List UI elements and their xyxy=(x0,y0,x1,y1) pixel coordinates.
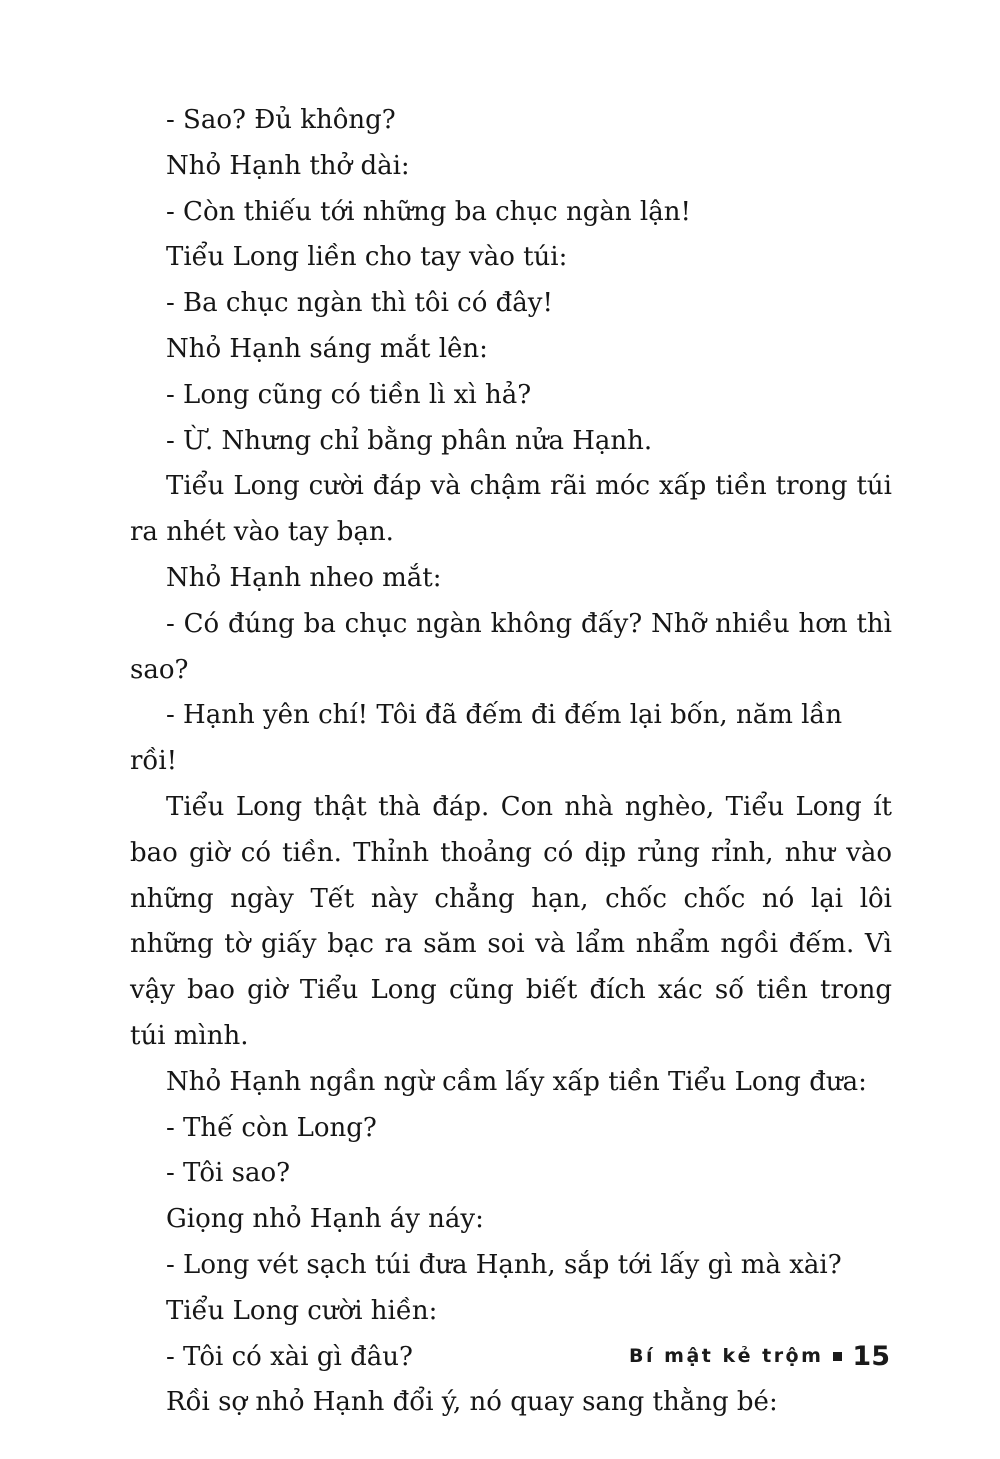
paragraph-7: - Long cũng có tiền lì xì hả? xyxy=(166,379,532,410)
page-number: 15 xyxy=(852,1340,890,1372)
paragraph-19: Tiểu Long cười hiền: xyxy=(166,1295,438,1326)
body-text xyxy=(130,98,892,1426)
paragraph-16: - Tôi sao? xyxy=(166,1158,291,1189)
paragraph-9: Tiểu Long cười đáp và chậm rãi móc xấp tiền trong túi ra nhét vào tay bạn. xyxy=(130,471,892,548)
paragraph-8: - Ừ. Nhưng chỉ bằng phân nửa Hạnh. xyxy=(166,425,653,456)
paragraph-6: Nhỏ Hạnh sáng mắt lên: xyxy=(166,333,488,364)
paragraph-17: Giọng nhỏ Hạnh áy náy: xyxy=(166,1204,484,1235)
paragraph-2: Nhỏ Hạnh thở dài: xyxy=(166,150,410,181)
paragraph-14: Nhỏ Hạnh ngần ngừ cầm lấy xấp tiền Tiểu Long đưa: xyxy=(166,1066,867,1097)
paragraph-3: - Còn thiếu tới những ba chục ngàn lận! xyxy=(166,196,691,227)
paragraph-13: Tiểu Long thật thà đáp. Con nhà nghèo, Tiểu Long ít bao giờ có tiền. Thỉnh thoảng có dịp rủng rỉnh, như vào những ngày Tết này chẳng hạn, chốc chốc nó lại lôi những tờ giấy bạc ra săm soi và lẩm nhẩm ngồi đếm. Vì vậy bao giờ Tiểu Long cũng biết đích xác số tiền trong túi mình. xyxy=(130,791,892,1051)
square-bullet-icon xyxy=(833,1352,842,1361)
paragraph-20: - Tôi có xài gì đâu? xyxy=(166,1341,413,1372)
paragraph-4: Tiểu Long liền cho tay vào túi: xyxy=(166,242,568,273)
paragraph-1: - Sao? Đủ không? xyxy=(166,105,396,135)
paragraph-5: - Ba chục ngàn thì tôi có đây! xyxy=(166,288,553,319)
paragraph-15: - Thế còn Long? xyxy=(166,1112,377,1143)
paragraph-21: Rồi sợ nhỏ Hạnh đổi ý, nó quay sang thằng bé: xyxy=(166,1387,778,1418)
paragraph-10: Nhỏ Hạnh nheo mắt: xyxy=(166,562,442,593)
page-footer xyxy=(629,1336,890,1376)
paragraph-18: - Long vét sạch túi đưa Hạnh, sắp tới lấy gì mà xài? xyxy=(166,1249,842,1280)
paragraph-12: - Hạnh yên chí! Tôi đã đếm đi đếm lại bốn, năm lần rồi! xyxy=(130,700,843,777)
paragraph-11: - Có đúng ba chục ngàn không đấy? Nhỡ nhiều hơn thì sao? xyxy=(130,608,892,685)
running-title: Bí mật kẻ trộm xyxy=(629,1345,824,1367)
